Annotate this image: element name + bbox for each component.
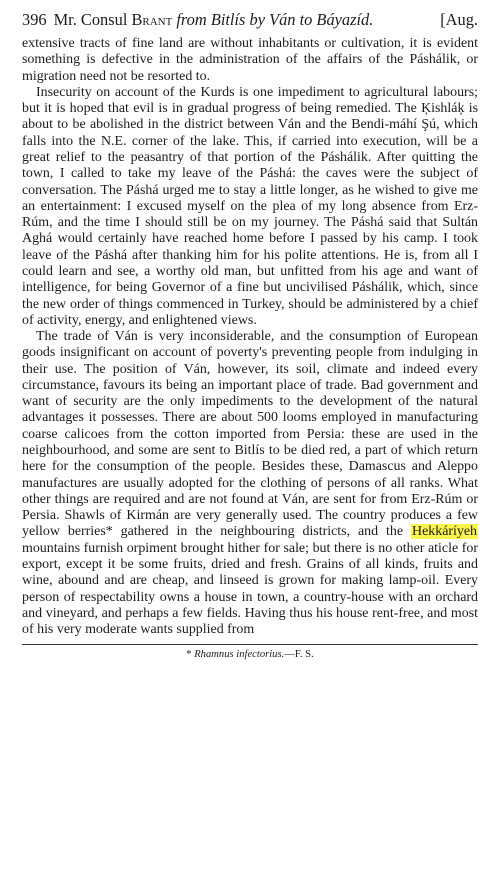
paragraph-trade-part-2: mountains furnish orpiment brought hither for sale; but there is no other aticle for export, except it be some fruits, dried and fresh. Grains of all kinds, fruits and wine, abound and are cheap, and linseed is grown for making lamp-oil. Every person of respectability owns a house in town, a country-house with an orchard and vineyard, and perhaps a few fields. Having thus his house rent-free, and most of his very moderate wants supplied from xyxy=(22,540,478,638)
running-header xyxy=(22,10,478,32)
highlighted-word: Hekkáríyeh xyxy=(412,524,478,540)
body-text xyxy=(22,36,478,638)
paragraph-kurds: Insecurity on account of the Kurds is one impediment to agricultural labours; but it is hoped that evil is in gradual progress of being remedied. The Ķishláķ is about to be abolished in the district between Ván and the Bendi-máhí Şú, which falls into the N.E. corner of the lake. This, if carried into execution, will be a great relief to the peasantry of that portion of the Páshálik. After quitting the town, I called to take my leave of the Páshá: the caves were the subject of conversation. The Páshá urged me to stay a little longer, as he wished to give me an entertainment: I excused myself on the plea of my long absence from Erz-Rúm, and the time I should still be on my journey. The Páshá said that Sultán Aghá would certainly have reached home before I passed by his camp. I took leave of the Páshá after thanking him for his polite attentions. He is, from all I could learn and see, a worthy old man, but unfitted from his age and want of intelligence, for being Governor of a fine but uncivilised Páshálik, which, since the new order of things commenced in Turkey, should be administered by a chief of activity, energy, and enlightened views. xyxy=(22,84,478,328)
header-author-prefix: Mr. Consul xyxy=(53,10,132,29)
document-page xyxy=(22,10,478,868)
header-title: from Bitlís by Ván to Báyazíd. xyxy=(176,10,374,29)
footnote-rule xyxy=(22,644,478,645)
paragraph-trade-part-1: The trade of Ván is very inconsiderable, and the consumption of European goods insignificant on account of poverty's preventing people from indulging in their use. The position of Ván, however, its soil, climate and indeed every circumstance, favours its being an important place of trade. Bad government and want of security are the only impediments to the development of the natural advantages it possesses. There are about 500 looms employed in manufacturing coarse calicoes from the cotton imported from Persia: these are used in the neighbourhood, and some are sent to Bitlís to be died red, a part of which return here for the consumption of the people. Besides these, Damascus and Aleppo manufactures are usually adopted for the clothing of persons of all ranks. What other things are required and are not found at Ván, are sent for from Erz-Rúm or Persia. Shawls of Kirmán are very generally used. The country produces a few yellow berries* gathered in the neighbouring districts, and the xyxy=(22,329,478,540)
paragraph-trade xyxy=(22,329,478,638)
page-number: 396 xyxy=(22,10,47,29)
footnote xyxy=(22,648,478,661)
header-section: [Aug. xyxy=(440,10,478,29)
footnote-attribution: —F. S. xyxy=(284,649,314,661)
paragraph-continuation: extensive tracts of fine land are without inhabitants or cultivation, it is evident something is defective in the administration of the affairs of the Páshálik, or migration need not be resorted to. xyxy=(22,36,478,84)
header-author-name: Brant xyxy=(131,10,173,29)
footnote-marker: * xyxy=(186,649,195,661)
footnote-text: Rhamnus infectorius. xyxy=(194,649,285,661)
